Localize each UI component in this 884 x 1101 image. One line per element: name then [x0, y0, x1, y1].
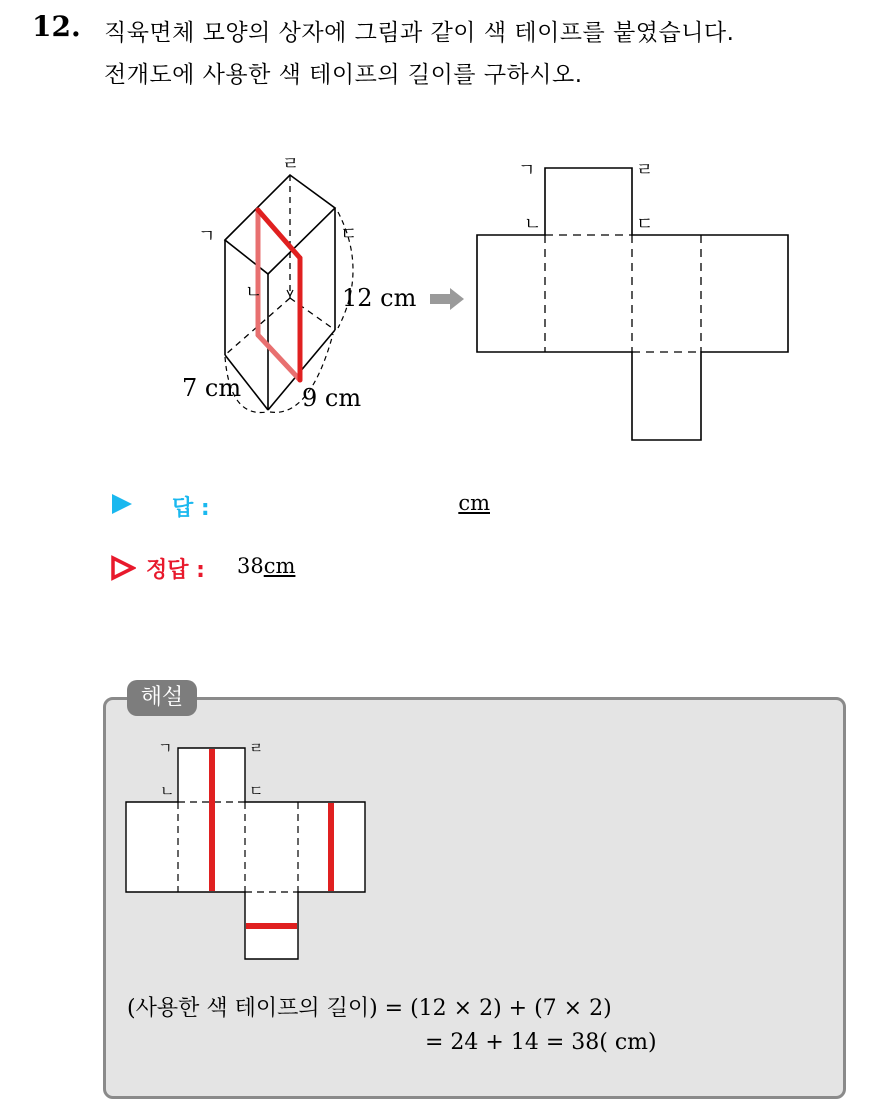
answer-marker-icon: [110, 492, 134, 520]
correct-marker-icon: [110, 555, 136, 585]
solution-vertex-b: ㄴ: [160, 782, 175, 800]
vertex-label-d: ㄹ: [282, 154, 300, 175]
cuboid-figure: [170, 150, 470, 420]
vertex-label-c: ㄷ: [340, 224, 358, 245]
answer-unit: cm: [458, 491, 490, 515]
correct-answer: [237, 554, 295, 578]
net-diagram: [470, 150, 800, 450]
correct-value: 38: [237, 554, 264, 578]
solution-vertex-a: ㄱ: [158, 739, 173, 757]
vertex-label-b: ㄴ: [245, 282, 263, 303]
solution-tab: 해설: [127, 680, 197, 716]
net-vertex-a: ㄱ: [518, 160, 536, 181]
solution-net-diagram: [120, 735, 380, 970]
question-text-line1: 직육면체 모양의 상자에 그림과 같이 색 테이프를 붙였습니다.: [104, 20, 735, 46]
net-vertex-d: ㄹ: [636, 160, 654, 181]
correct-label: 정답 :: [146, 558, 205, 583]
solution-formula-line1: (사용한 색 테이프의 길이) = (12 × 2) + (7 × 2): [127, 996, 612, 1021]
height-label: 12 cm: [342, 284, 417, 312]
answer-label: 답 :: [172, 496, 210, 521]
width-label: 9 cm: [302, 384, 362, 412]
correct-unit: cm: [263, 554, 296, 578]
arrow-right-icon: [430, 288, 466, 310]
question-text-line2: 전개도에 사용한 색 테이프의 길이를 구하시오.: [104, 62, 583, 88]
solution-vertex-d: ㄹ: [249, 739, 264, 757]
solution-formula-line2: = 24 + 14 = 38( cm): [425, 1030, 657, 1055]
question-number: 12.: [32, 10, 81, 43]
net-vertex-c: ㄷ: [636, 214, 654, 235]
vertex-label-a: ㄱ: [198, 226, 216, 247]
solution-vertex-c: ㄷ: [249, 782, 264, 800]
depth-label: 7 cm: [182, 374, 242, 402]
answer-input[interactable]: [424, 491, 490, 515]
net-vertex-b: ㄴ: [524, 214, 542, 235]
